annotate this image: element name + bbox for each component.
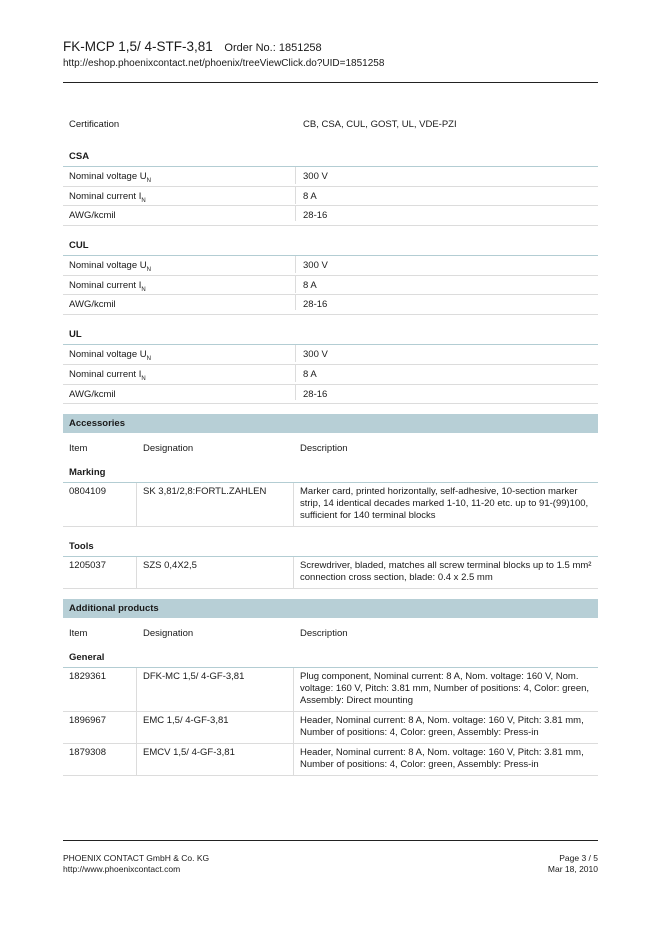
spec-label: [63, 295, 296, 310]
col-item: Item: [69, 442, 88, 454]
spec-label-subscript: N: [141, 197, 146, 204]
section-heading-marking: Marking: [63, 463, 598, 483]
spec-label-text: AWG/kcmil: [69, 210, 116, 222]
spec-label: [63, 206, 296, 221]
company-website[interactable]: http://www.phoenixcontact.com: [63, 864, 181, 874]
col-designation: Designation: [143, 627, 194, 639]
group-spacer: [63, 137, 598, 147]
spec-label: [63, 345, 296, 362]
spec-label-text: Nominal voltage U: [69, 349, 147, 361]
col-description: Description: [300, 442, 348, 454]
spec-label-subscript: N: [141, 375, 146, 382]
spec-value: 28-16: [303, 210, 328, 222]
spec-label-subscript: N: [146, 266, 151, 273]
description: Screwdriver, bladed, matches all screw terminal blocks up to 1.5 mm² connection cross section, blade: 0.4 x 2.5 mm: [300, 560, 592, 584]
additional-products-heading: Additional products: [63, 599, 598, 618]
col-item: Item: [69, 627, 88, 639]
company-name: PHOENIX CONTACT GmbH & Co. KG: [63, 853, 210, 863]
item-number[interactable]: 0804109: [63, 483, 137, 526]
designation: EMC 1,5/ 4-GF-3,81: [137, 712, 294, 743]
order-value: 1851258: [278, 42, 322, 54]
product-row: [63, 557, 598, 589]
spec-label-text: AWG/kcmil: [69, 299, 116, 311]
product-row: [63, 744, 598, 776]
product-row: [63, 668, 598, 712]
designation: DFK-MC 1,5/ 4-GF-3,81: [137, 668, 294, 711]
section-heading-general: General: [63, 648, 598, 668]
col-description: Description: [300, 627, 348, 639]
spec-label-text: Nominal voltage U: [69, 171, 147, 182]
accessories-heading: Accessories: [63, 414, 598, 433]
product-row: [63, 712, 598, 744]
item-number[interactable]: 1829361: [63, 668, 137, 711]
order-label: Order No.:: [224, 42, 276, 54]
spec-value: 300 V: [303, 349, 328, 361]
spec-row: [63, 256, 598, 276]
spec-label-text: Nominal voltage U: [69, 260, 147, 272]
certification-value: CB, CSA, CUL, GOST, UL, VDE-PZI: [303, 119, 457, 130]
spec-label-text: Nominal current I: [69, 368, 142, 380]
spec-label-subscript: N: [146, 177, 151, 184]
description: Header, Nominal current: 8 A, Nom. voltage: 160 V, Pitch: 3.81 mm, Number of positions: 4, Color: green, Assembly: Press-in: [300, 715, 584, 739]
item-number[interactable]: 1896967: [63, 712, 137, 743]
col-designation: Designation: [143, 442, 194, 454]
description: Marker card, printed horizontally, self-adhesive, 10-section marker strip, 14 identical decades marked 1-10, 11-20 etc. up to 91-(99)100, sufficient for 140 terminal blocks: [300, 486, 589, 522]
spec-value: 28-16: [303, 299, 328, 311]
spec-value: 8 A: [303, 190, 317, 202]
title-line: [63, 38, 598, 57]
group-heading-cul: CUL: [63, 236, 598, 256]
product-title: FK-MCP 1,5/ 4-STF-3,81: [63, 39, 213, 54]
accessories-sections: [63, 463, 598, 589]
spec-label-text: Nominal current I: [69, 279, 142, 291]
spec-label: [63, 187, 296, 204]
item-number[interactable]: 1205037: [63, 557, 137, 588]
spec-value: 8 A: [303, 279, 317, 291]
spec-label: [63, 256, 296, 273]
product-row: [63, 483, 598, 527]
additional-sections: [63, 648, 598, 776]
spec-row: [63, 187, 598, 207]
group-heading-ul: UL: [63, 325, 598, 345]
certification-label: Certification: [69, 119, 120, 130]
spec-label: [63, 365, 296, 382]
description: Header, Nominal current: 8 A, Nom. voltage: 160 V, Pitch: 3.81 mm, Number of positions: 4, Color: green, Assembly: Press-in: [300, 747, 584, 771]
document-date: Mar 18, 2010: [547, 864, 598, 874]
spec-value: 28-16: [303, 388, 328, 400]
approval-groups: [63, 137, 598, 404]
spec-value: 300 V: [303, 260, 328, 272]
designation: SZS 0,4X2,5: [137, 557, 294, 588]
spec-label: [63, 276, 296, 293]
spec-value: 300 V: [303, 171, 328, 182]
header-rule: [63, 82, 598, 83]
datasheet-content: [63, 115, 598, 776]
spec-row: [63, 167, 598, 187]
spec-row: [63, 206, 598, 226]
spec-label: [63, 167, 296, 184]
designation: EMCV 1,5/ 4-GF-3,81: [137, 744, 294, 775]
footer-left: [63, 853, 209, 875]
spec-row: [63, 295, 598, 315]
document-header: [63, 38, 598, 71]
footer-right: [548, 853, 598, 875]
spec-row: [63, 385, 598, 405]
spec-row: [63, 276, 598, 296]
spec-label-subscript: N: [146, 356, 151, 363]
footer-rule: [63, 840, 598, 841]
spec-value: 8 A: [303, 368, 317, 380]
product-url[interactable]: http://eshop.phoenixcontact.net/phoenix/treeViewClick.do?UID=1851258: [63, 58, 385, 69]
designation: SK 3,81/2,8:FORTL.ZAHLEN: [137, 483, 294, 526]
additional-column-headers: [63, 618, 598, 648]
section-spacer: [63, 527, 598, 537]
certification-row: [63, 115, 598, 137]
accessories-column-headers: [63, 433, 598, 463]
item-number[interactable]: 1879308: [63, 744, 137, 775]
page-number: Page 3 / 5: [559, 853, 598, 863]
description: Plug component, Nominal current: 8 A, Nom. voltage: 160 V, Nom. voltage: 160 V, Pitch: 3.81 mm, Number of positions: 4, Color: green, Assembly: Direct mounting: [300, 671, 590, 707]
group-spacer: [63, 315, 598, 325]
spec-row: [63, 365, 598, 385]
order-number: [224, 42, 321, 54]
section-heading-tools: Tools: [63, 537, 598, 557]
group-spacer: [63, 226, 598, 236]
spec-label-text: Nominal current I: [69, 190, 142, 202]
group-heading-csa: CSA: [63, 147, 598, 167]
spec-label: [63, 385, 296, 400]
spec-label-subscript: N: [141, 286, 146, 293]
spec-label-text: AWG/kcmil: [69, 388, 116, 400]
spec-row: [63, 345, 598, 365]
